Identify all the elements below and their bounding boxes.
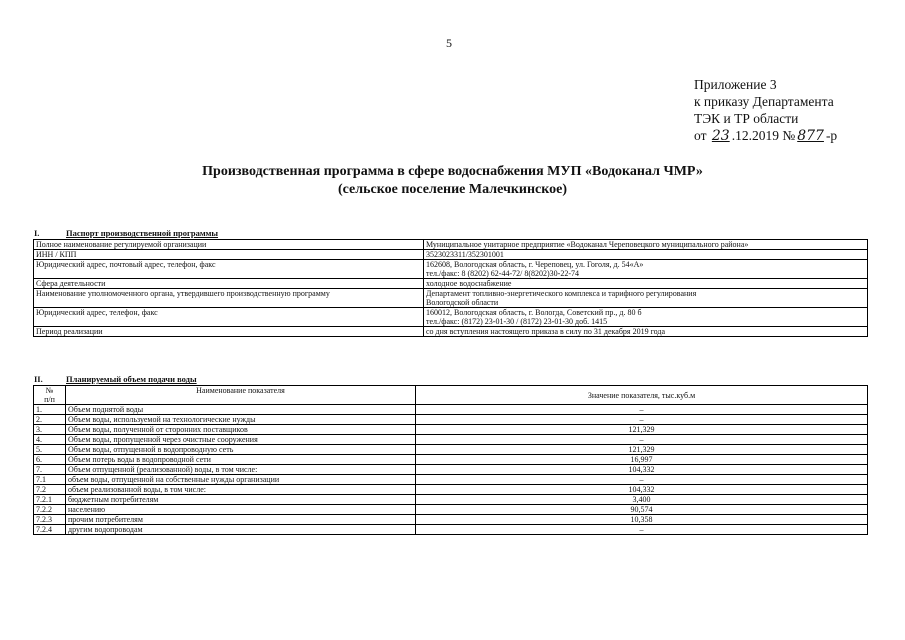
table-row (34, 260, 868, 279)
row-value: 3523023311/352301001 (424, 250, 868, 260)
row-name: объем воды, отпущенной на собственные нужды организации (66, 475, 416, 485)
section-1-number: I. (34, 228, 40, 238)
header-num-line-1: № (45, 386, 54, 395)
row-label: Сфера деятельности (34, 279, 424, 289)
table-row (34, 279, 868, 289)
table-row (34, 515, 868, 525)
row-value: – (416, 405, 868, 415)
row-name: объем реализованной воды, в том числе: (66, 485, 416, 495)
section-1-heading (34, 228, 218, 238)
date-prefix: от (694, 128, 707, 143)
value-line-1: 162608, Вологодская область, г. Череповец, ул. Гоголя, д. 54«А» (426, 260, 644, 269)
table-row (34, 505, 868, 515)
row-value: – (416, 475, 868, 485)
table-row (34, 405, 868, 415)
value-line-2: тел./факс: (8172) 23-01-30 / (8172) 23-01-30 доб. 1415 (426, 317, 608, 326)
row-value: 10,358 (416, 515, 868, 525)
row-label: ИНН / КПП (34, 250, 424, 260)
table-header-row (34, 386, 868, 405)
row-label: Юридический адрес, телефон, факс (34, 308, 424, 327)
appendix-line-2: к приказу Департамента (694, 94, 834, 109)
appendix-date-line (694, 127, 837, 145)
table-row (34, 495, 868, 505)
appendix-block (694, 76, 837, 145)
row-number: 7.1 (34, 475, 66, 485)
table-row (34, 475, 868, 485)
row-number: 7.2.1 (34, 495, 66, 505)
document-title (0, 163, 905, 199)
header-name: Наименование показателя (66, 386, 416, 405)
row-value: – (416, 435, 868, 445)
row-name: Объем воды, пропущенной через очистные сооружения (66, 435, 416, 445)
table-row (34, 435, 868, 445)
table-row (34, 415, 868, 425)
appendix-line-3: ТЭК и ТР области (694, 111, 799, 126)
row-value: 104,332 (416, 485, 868, 495)
row-value: 16,997 (416, 455, 868, 465)
header-num-line-2: п/п (44, 395, 55, 404)
passport-table (33, 239, 868, 337)
row-value: 90,574 (416, 505, 868, 515)
header-num (34, 386, 66, 405)
row-value: 104,332 (416, 465, 868, 475)
row-name: Объем воды, полученной от сторонних поставщиков (66, 425, 416, 435)
row-value: – (416, 525, 868, 535)
handwritten-number: 877 (797, 128, 824, 144)
section-1-title: Паспорт производственной программы (66, 228, 219, 238)
order-suffix: -р (825, 128, 838, 143)
table-row (34, 445, 868, 455)
page-number: 5 (446, 36, 452, 50)
table-row (34, 485, 868, 495)
row-value: – (416, 415, 868, 425)
date-rest: .12.2019 № (731, 128, 796, 143)
row-name: Объем поднятой воды (66, 405, 416, 415)
section-2-title: Планируемый объем подачи воды (66, 374, 197, 384)
row-value (424, 289, 868, 308)
table-row (34, 240, 868, 250)
row-value (424, 260, 868, 279)
row-value (424, 308, 868, 327)
table-row (34, 289, 868, 308)
row-label: Юридический адрес, почтовый адрес, телефон, факс (34, 260, 424, 279)
row-value: со дня вступления настоящего приказа в силу по 31 декабря 2019 года (424, 327, 868, 337)
section-2-heading (34, 374, 197, 384)
row-name: Объем отпущенной (реализованной) воды, в том числе: (66, 465, 416, 475)
row-name: Объем потерь воды в водопроводной сети (66, 455, 416, 465)
row-label: Период реализации (34, 327, 424, 337)
title-line-1: Производственная программа в сфере водоснабжения МУП «Водоканал ЧМР» (202, 164, 703, 179)
handwritten-day: 23 (711, 128, 730, 144)
section-2-number: II. (34, 374, 43, 384)
row-number: 7.2.3 (34, 515, 66, 525)
row-number: 7.2 (34, 485, 66, 495)
row-name: Объем воды, отпущенной в водопроводную сеть (66, 445, 416, 455)
appendix-line-1: Приложение 3 (694, 77, 777, 92)
table-row (34, 327, 868, 337)
row-label: Наименование уполномоченного органа, утвердившего производственную программу (34, 289, 424, 308)
row-number: 6. (34, 455, 66, 465)
water-supply-table (33, 385, 868, 535)
row-label: Полное наименование регулируемой организации (34, 240, 424, 250)
row-name: другим водопроводам (66, 525, 416, 535)
row-value: холодное водоснабжение (424, 279, 868, 289)
value-line-1: Департамент топливно-энергетического комплекса и тарифного регулирования (426, 289, 697, 298)
row-number: 4. (34, 435, 66, 445)
row-name: бюджетным потребителям (66, 495, 416, 505)
value-line-1: 160012, Вологодская область, г. Вологда, Советский пр., д. 80 б (426, 308, 642, 317)
row-value: 121,329 (416, 445, 868, 455)
row-value: Муниципальное унитарное предприятие «Водоканал Череповецкого муниципального района» (424, 240, 868, 250)
row-name: Объем воды, используемой на технологические нужды (66, 415, 416, 425)
table-row (34, 525, 868, 535)
row-number: 7.2.4 (34, 525, 66, 535)
header-value: Значение показателя, тыс.куб.м (416, 386, 868, 405)
table-row (34, 425, 868, 435)
row-number: 7. (34, 465, 66, 475)
table-row (34, 465, 868, 475)
row-value: 121,329 (416, 425, 868, 435)
value-line-2: Вологодской области (426, 298, 499, 307)
value-line-2: тел./факс: 8 (8202) 62-44-72/ 8(8202)30-22-74 (426, 269, 579, 278)
row-number: 3. (34, 425, 66, 435)
title-line-2: (сельское поселение Малечкинское) (337, 182, 568, 197)
row-number: 5. (34, 445, 66, 455)
table-row (34, 308, 868, 327)
table-row (34, 250, 868, 260)
row-name: прочим потребителям (66, 515, 416, 525)
row-name: населению (66, 505, 416, 515)
row-number: 2. (34, 415, 66, 425)
row-value: 3,400 (416, 495, 868, 505)
row-number: 1. (34, 405, 66, 415)
table-row (34, 455, 868, 465)
row-number: 7.2.2 (34, 505, 66, 515)
